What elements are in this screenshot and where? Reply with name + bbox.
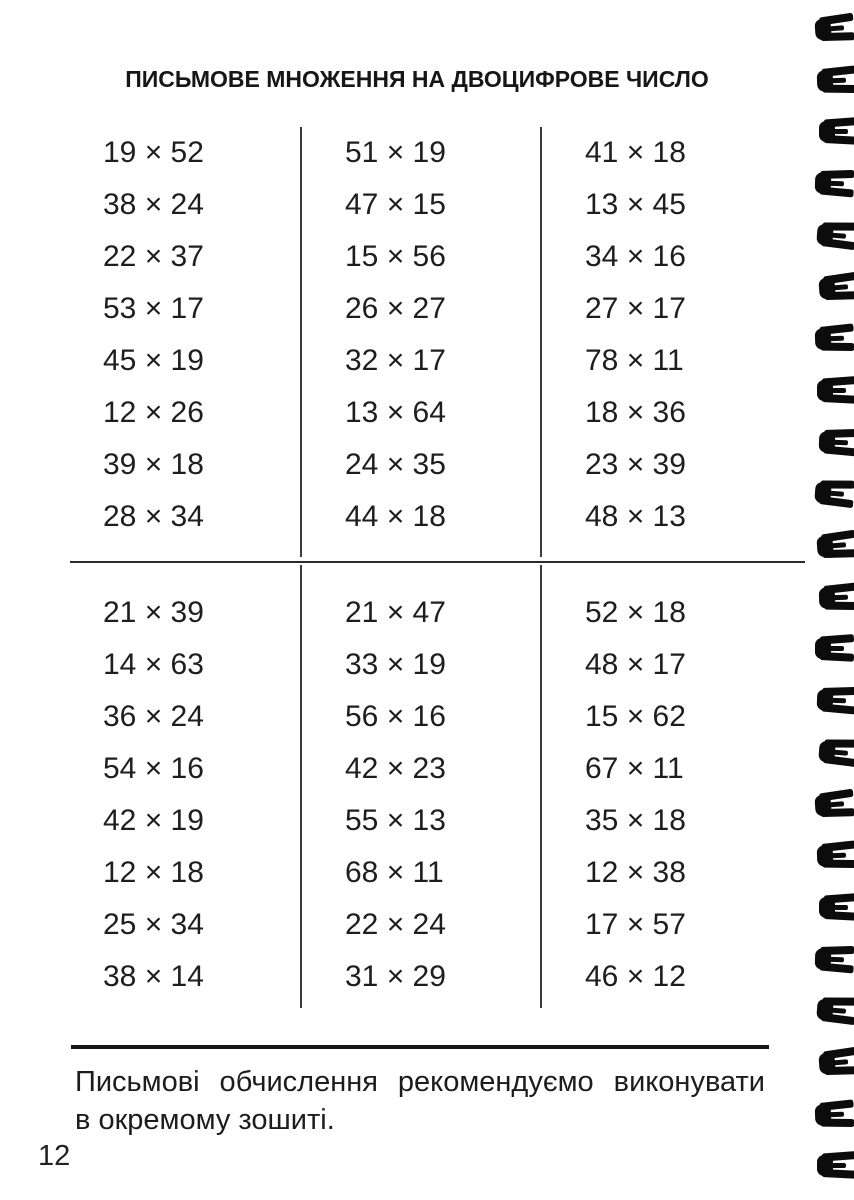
exercise-item: 21 × 39: [103, 596, 204, 629]
exercise-item: 78 × 11: [585, 344, 684, 377]
exercise-item: 15 × 62: [585, 700, 686, 733]
exercise-item: 19 × 52: [103, 136, 204, 169]
exercise-item: 28 × 34: [103, 500, 204, 533]
spiral-coil-icon: [816, 1151, 854, 1179]
exercise-item: 21 × 47: [345, 596, 446, 629]
page-title: ПИСЬМОВЕ МНОЖЕННЯ НА ДВОЦИФРОВЕ ЧИСЛО: [125, 66, 709, 92]
column-divider: [540, 565, 542, 1008]
spiral-coil-icon: [813, 13, 854, 44]
spiral-coil-icon: [818, 893, 854, 921]
footer-rule: [71, 1045, 769, 1049]
spiral-coil-icon: [817, 582, 854, 612]
exercise-item: 15 × 56: [345, 240, 446, 273]
exercise-item: 12 × 26: [103, 396, 204, 429]
exercise-item: 13 × 45: [585, 188, 686, 221]
exercise-item: 27 × 17: [585, 292, 686, 325]
spiral-coil-icon: [817, 1047, 854, 1078]
spiral-binding: [804, 0, 854, 1200]
exercise-item: 17 × 57: [585, 908, 686, 941]
exercise-item: 54 × 16: [103, 752, 204, 785]
spiral-coil-icon: [817, 737, 854, 768]
exercise-item: 45 × 19: [103, 344, 204, 377]
exercise-column: [300, 565, 540, 1008]
exercise-column: [300, 127, 540, 557]
exercise-item: 53 × 17: [103, 292, 204, 325]
exercise-item: 42 × 19: [103, 804, 204, 837]
exercise-item: 35 × 18: [585, 804, 686, 837]
column-divider: [300, 127, 302, 557]
exercise-item: 12 × 18: [103, 856, 204, 889]
spiral-coil-icon: [813, 478, 854, 509]
exercise-item: 48 × 17: [585, 648, 686, 681]
exercise-item: 51 × 19: [345, 136, 446, 169]
exercise-column: [62, 565, 300, 1008]
exercise-item: 56 × 16: [345, 700, 446, 733]
spiral-coil-icon: [817, 272, 854, 303]
spiral-coil-icon: [813, 323, 854, 353]
exercise-item: 39 × 18: [103, 448, 204, 481]
exercise-item: 13 × 64: [345, 396, 446, 429]
spiral-coil-icon: [815, 220, 854, 251]
column-divider: [300, 565, 302, 1008]
spiral-coil-icon: [813, 168, 854, 198]
exercise-item: 23 × 39: [585, 448, 686, 481]
exercise-item: 42 × 23: [345, 752, 446, 785]
exercise-item: 34 × 16: [585, 240, 686, 273]
exercise-item: 38 × 14: [103, 960, 204, 993]
spiral-coil-icon: [818, 117, 854, 145]
exercise-column: [540, 565, 800, 1008]
spiral-coil-icon: [813, 944, 854, 974]
column-divider: [540, 127, 542, 557]
spiral-coil-icon: [817, 427, 854, 457]
exercise-item: 55 × 13: [345, 804, 446, 837]
exercise-item: 44 × 18: [345, 500, 446, 533]
exercise-item: 33 × 19: [345, 648, 446, 681]
exercise-item: 46 × 12: [585, 960, 686, 993]
exercise-item: 18 × 36: [585, 396, 686, 429]
exercise-item: 12 × 38: [585, 856, 686, 889]
exercise-item: 67 × 11: [585, 752, 684, 785]
exercise-item: 47 × 15: [345, 188, 446, 221]
exercise-item: 68 × 11: [345, 856, 444, 889]
exercise-column: [540, 127, 800, 557]
exercise-item: 24 × 35: [345, 448, 446, 481]
spiral-coil-icon: [815, 65, 854, 95]
exercise-item: 31 × 29: [345, 960, 446, 993]
exercise-item: 38 × 24: [103, 188, 204, 221]
exercise-item: 32 × 17: [345, 344, 446, 377]
spiral-coil-icon: [815, 840, 854, 870]
exercise-item: 52 × 18: [585, 596, 686, 629]
exercise-item: 22 × 24: [345, 908, 446, 941]
spiral-coil-icon: [813, 789, 854, 820]
exercise-item: 41 × 18: [585, 136, 686, 169]
exercise-block: [62, 127, 800, 557]
exercise-item: 25 × 34: [103, 908, 204, 941]
block-divider: [70, 561, 805, 563]
spiral-coil-icon: [815, 530, 854, 561]
spiral-coil-icon: [813, 1099, 854, 1129]
spiral-coil-icon: [814, 634, 854, 662]
footer-note-line: в окремому зошиті.: [75, 1104, 335, 1136]
page-number: 12: [38, 1140, 71, 1172]
exercise-item: 14 × 63: [103, 648, 204, 681]
exercise-item: 22 × 37: [103, 240, 204, 273]
exercise-column: [62, 127, 300, 557]
spiral-coil-icon: [816, 376, 854, 404]
exercise-item: 36 × 24: [103, 700, 204, 733]
exercise-item: 48 × 13: [585, 500, 686, 533]
footer-note: [75, 1063, 765, 1139]
spiral-coil-icon: [815, 685, 854, 715]
spiral-coil-icon: [815, 995, 854, 1026]
footer-note-line: Письмові обчислення рекомендуємо виконувати: [75, 1066, 765, 1098]
exercise-item: 26 × 27: [345, 292, 446, 325]
exercise-block: [62, 565, 800, 1008]
